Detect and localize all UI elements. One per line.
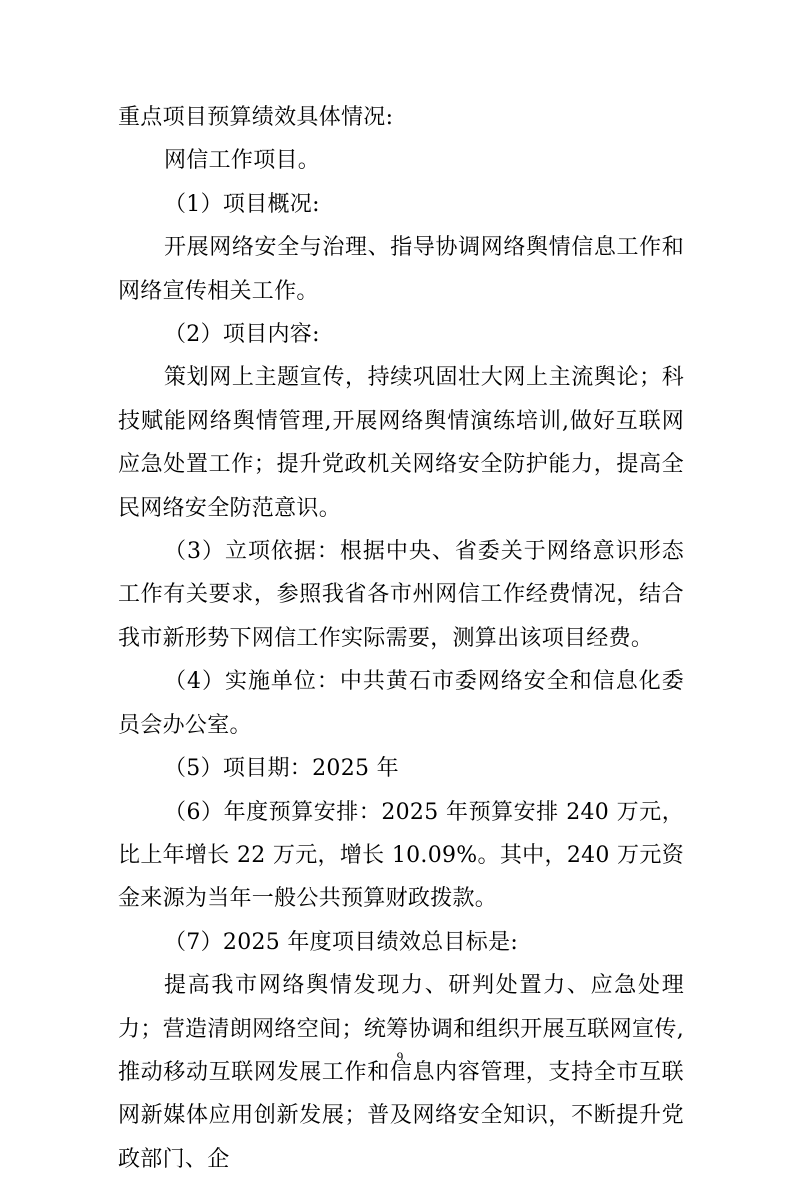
implementer-paragraph: （4）实施单位：中共黄石市委网络安全和信息化委员会办公室。 (118, 669, 684, 738)
content-paragraph: 策划网上主题宣传，持续巩固壮大网上主流舆论；科技赋能网络舆情管理,开展网络舆情演练培训,做好互联网应急处置工作；提升党政机关网络安全防护能力，提高全民网络安全防范意识。 (118, 365, 684, 521)
page-number: 9 (396, 1049, 404, 1064)
item-heading-overview: （1）项目概况: (164, 191, 320, 217)
budget-paragraph: （6）年度预算安排：2025 年预算安排 240 万元，比上年增长 22 万元，增长 10.09%。其中，240 万元资金来源为当年一般公共预算财政拨款。 (118, 799, 684, 912)
goal-heading: （7）2025 年度项目绩效总目标是: (164, 929, 519, 955)
overview-paragraph: 开展网络安全与治理、指导协调网络舆情信息工作和网络宣传相关工作。 (118, 235, 684, 304)
basis-paragraph: （3）立项依据：根据中央、省委关于网络意识形态工作有关要求，参照我省各市州网信工作经费情况，结合我市新形势下网信工作实际需要，测算出该项目经费。 (118, 539, 684, 651)
body-text (118, 96, 684, 1181)
section-heading: 重点项目预算绩效具体情况: (118, 105, 394, 130)
goal-paragraph: 提高我市网络舆情发现力、研判处置力、应急处理力；营造清朗网络空间；统筹协调和组织开展互联网宣传,推动移动互联网发展工作和信息内容管理，支持全市互联网新媒体应用创新发展；普及网络安全知识，不断提升党政部门、企 (118, 973, 684, 1172)
project-name: 网信工作项目。 (164, 148, 321, 174)
item-heading-content: （2）项目内容: (164, 322, 320, 348)
period-paragraph: （5）项目期：2025 年 (164, 756, 399, 782)
